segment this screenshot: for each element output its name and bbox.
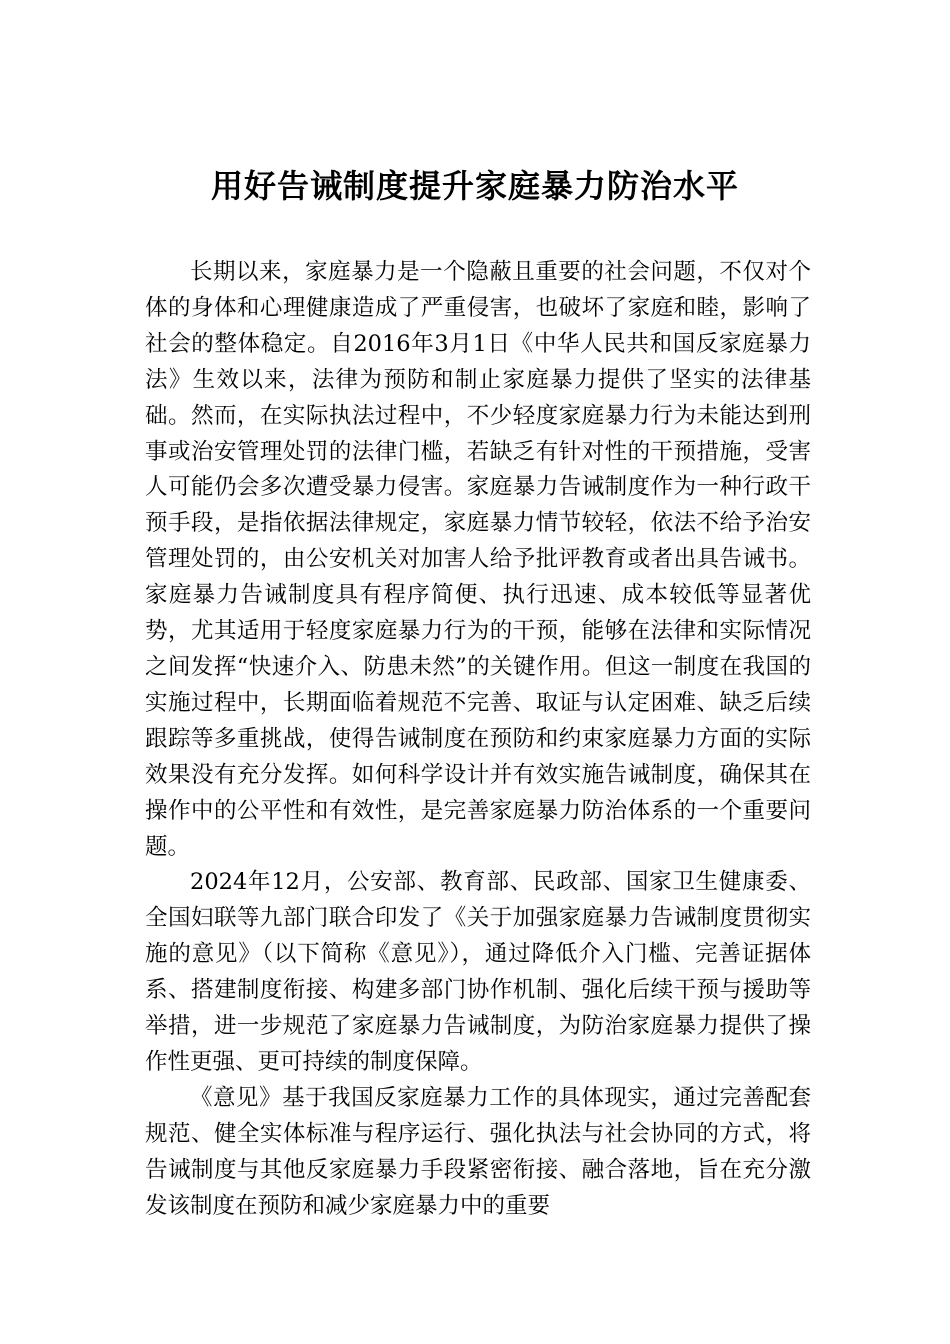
paragraph-3: 《意见》基于我国反家庭暴力工作的具体现实，通过完善配套规范、健全实体标准与程序运行、强化执法与社会协同的方式，将告诫制度与其他反家庭暴力手段紧密衔接、融合落地，旨在充分激发该制度在预防和减少家庭暴力中的重要 <box>145 1084 811 1219</box>
paragraph-2: 2024年12月，公安部、教育部、民政部、国家卫生健康委、全国妇联等九部门联合印发了《关于加强家庭暴力告诫制度贯彻实施的意见》（以下简称《意见》），通过降低介入门槛、完善证据体系、搭建制度衔接、构建多部门协作机制、强化后续干预与援助等举措，进一步规范了家庭暴力告诫制度，为防治家庭暴力提供了操作性更强、更可持续的制度保障。 <box>145 869 811 1075</box>
paragraph-1: 长期以来，家庭暴力是一个隐蔽且重要的社会问题，不仅对个体的身体和心理健康造成了严重侵害，也破坏了家庭和睦，影响了社会的整体稳定。自2016年3月1日《中华人民共和国反家庭暴力法》生效以来，法律为预防和制止家庭暴力提供了坚实的法律基础。然而，在实际执法过程中，不少轻度家庭暴力行为未能达到刑事或治安管理处罚的法律门槛，若缺乏有针对性的干预措施，受害人可能仍会多次遭受暴力侵害。家庭暴力告诫制度作为一种行政干预手段，是指依据法律规定，家庭暴力情节较轻，依法不给予治安管理处罚的，由公安机关对加害人给予批评教育或者出具告诫书。家庭暴力告诫制度具有程序简便、执行迅速、成本较低等显著优势，尤其适用于轻度家庭暴力行为的干预，能够在法律和实际情况之间发挥“快速介入、防患未然”的关键作用。但这一制度在我国的实施过程中，长期面临着规范不完善、取证与认定困难、缺乏后续跟踪等多重挑战，使得告诫制度在预防和约束家庭暴力方面的实际效果没有充分发挥。如何科学设计并有效实施告诫制度，确保其在操作中的公平性和有效性，是完善家庭暴力防治体系的一个重要问题。 <box>145 259 811 860</box>
document-title: 用好告诫制度提升家庭暴力防治水平 <box>210 167 739 205</box>
document-body <box>145 255 811 1224</box>
